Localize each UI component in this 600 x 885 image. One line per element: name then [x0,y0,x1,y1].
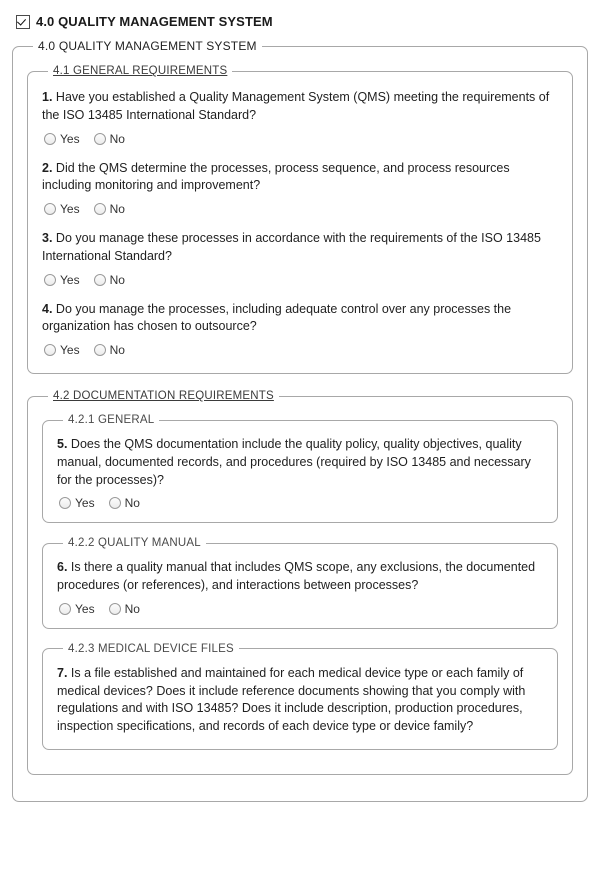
question-text [42,89,558,125]
section-checkbox[interactable] [16,15,30,29]
question-text [57,436,543,489]
section-4-2-1-legend: 4.2.1 GENERAL [68,414,155,426]
radio-yes-icon[interactable] [44,133,56,145]
radio-yes-icon[interactable] [59,603,71,615]
question-text [42,230,558,266]
option-no[interactable] [94,343,125,357]
option-yes-label: Yes [75,496,95,511]
answer-options [59,602,543,616]
question-number: 2. [42,160,53,175]
option-no-label: No [124,496,140,511]
section-4-1-legend: 4.1 GENERAL REQUIREMENTS [53,65,228,77]
section-4-2-2-container [42,537,558,629]
radio-yes-icon[interactable] [44,344,56,356]
radio-no-icon[interactable] [94,344,106,356]
question-item [57,436,543,510]
question-body: Did the QMS determine the processes, process sequence, and process resources including monitoring and improvement? [42,160,510,193]
question-number: 4. [42,301,53,316]
question-text [57,559,543,595]
section-4-2-3-container [42,643,558,750]
radio-no-icon[interactable] [94,203,106,215]
page-title: 4.0 QUALITY MANAGEMENT SYSTEM [36,14,273,29]
section-4-1-container [27,65,573,374]
question-item [42,230,558,287]
option-yes[interactable] [44,343,80,357]
section-4-2-2-legend: 4.2.2 QUALITY MANUAL [68,537,201,550]
question-text [42,160,558,196]
question-body: Is there a quality manual that includes QMS scope, any exclusions, the documented procedures (or references), and interactions between processes? [57,560,536,592]
option-no[interactable] [94,202,125,216]
answer-options [44,132,558,146]
question-item [42,301,558,358]
option-no-label: No [109,343,125,357]
section-4-2-container [27,390,573,775]
option-yes[interactable] [44,202,80,216]
option-no[interactable] [109,496,140,510]
answer-options [44,202,558,216]
option-no-label: No [109,131,125,146]
option-yes[interactable] [44,273,80,287]
question-item [42,89,558,146]
radio-no-icon[interactable] [109,497,121,509]
question-number: 5. [57,437,68,451]
option-yes[interactable] [44,132,80,146]
question-body: Have you established a Quality Management System (QMS) meeting the requirements of the ISO 13485 International Standard? [42,90,550,122]
radio-no-icon[interactable] [109,603,121,615]
radio-no-icon[interactable] [94,133,106,145]
option-yes-label: Yes [60,202,80,216]
answer-options [44,273,558,287]
question-body: Do you manage the processes, including adequate control over any processes the organization has chosen to outsource? [42,301,512,334]
section-4-0-legend: 4.0 QUALITY MANAGEMENT SYSTEM [38,39,257,53]
radio-no-icon[interactable] [94,274,106,286]
radio-yes-icon[interactable] [59,497,71,509]
option-no-label: No [109,202,125,216]
section-4-2-legend: 4.2 DOCUMENTATION REQUIREMENTS [53,390,274,402]
section-4-2-1-container [42,414,558,523]
option-yes-label: Yes [60,272,80,287]
section-4-2-3-legend: 4.2.3 MEDICAL DEVICE FILES [68,642,234,655]
document-header [16,14,588,29]
question-body: Do you manage these processes in accordance with the requirements of the ISO 13485 International Standard? [42,231,541,263]
answer-options [44,343,558,357]
question-text [42,301,558,337]
option-yes-label: Yes [60,131,80,146]
option-yes-label: Yes [75,601,95,616]
question-number: 1. [42,90,53,104]
question-text [57,665,543,736]
question-number: 6. [57,560,68,575]
option-yes[interactable] [59,496,95,510]
option-no-label: No [124,601,140,616]
answer-options [59,496,543,510]
question-item [57,665,543,736]
option-yes-label: Yes [60,343,80,357]
question-number: 7. [57,665,68,680]
question-body: Is a file established and maintained for each medical device type or each family of medical devices? Does it include reference documents showing that you comply with regulations and with ISO 13485? Does it include description, production procedures, inspection specifications, and records of each device type or device family? [57,665,526,733]
option-no-label: No [109,272,125,287]
radio-yes-icon[interactable] [44,274,56,286]
option-no[interactable] [109,602,140,616]
question-body: Does the QMS documentation include the quality policy, quality objectives, quality manual, documented records, and procedures (required by ISO 13485 and necessary for the processes)? [57,437,531,487]
question-item [42,160,558,217]
option-no[interactable] [94,273,125,287]
section-4-0-container [12,39,588,802]
radio-yes-icon[interactable] [44,203,56,215]
question-item [57,559,543,616]
option-yes[interactable] [59,602,95,616]
option-no[interactable] [94,132,125,146]
question-number: 3. [42,231,53,245]
